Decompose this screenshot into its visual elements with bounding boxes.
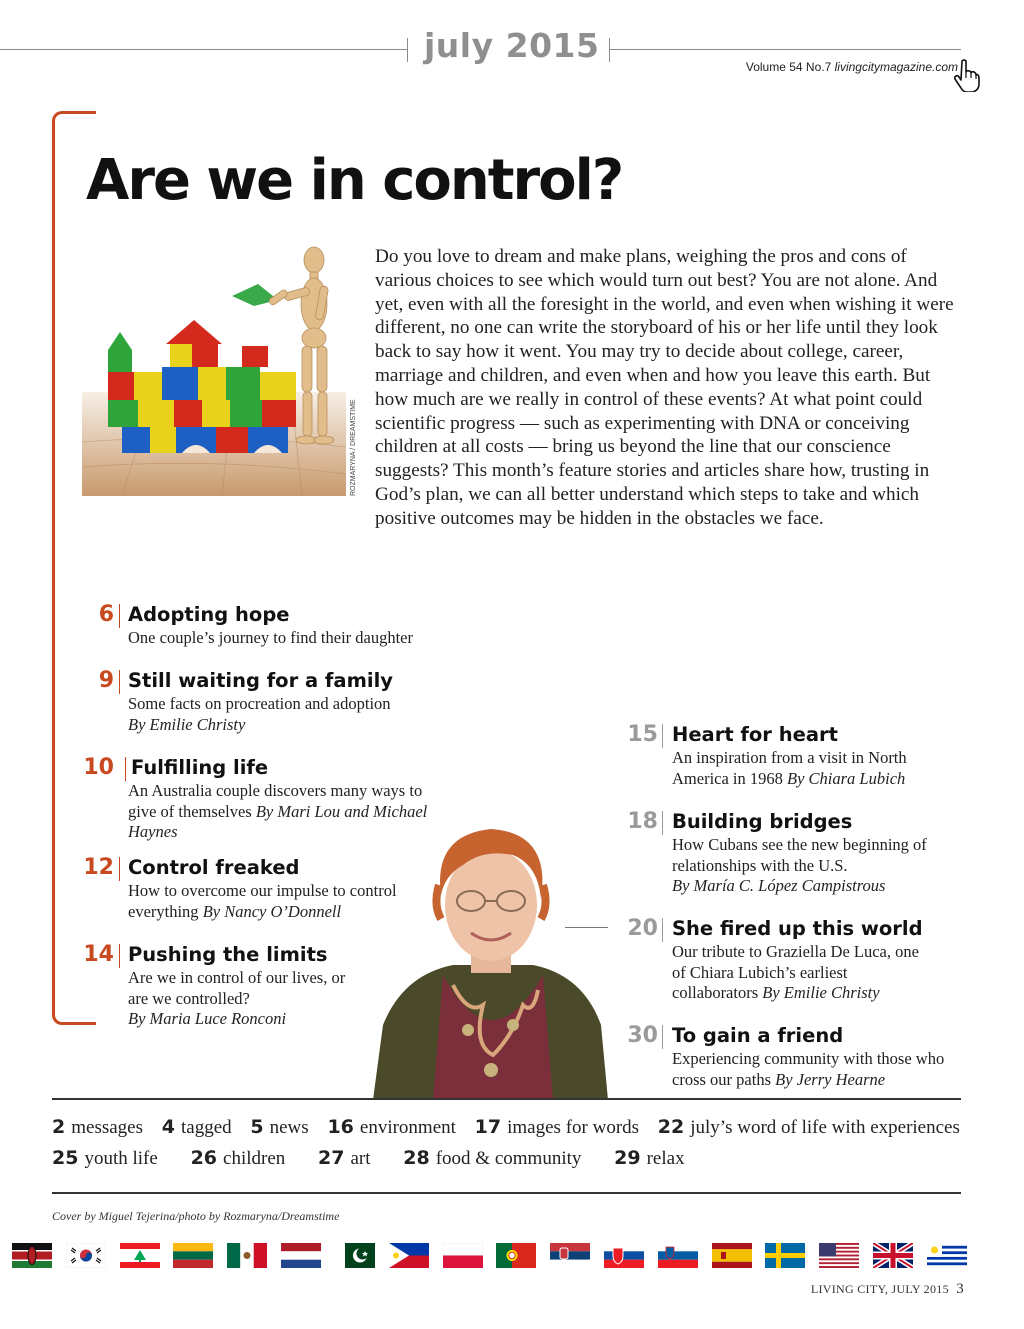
header-rule-left bbox=[0, 49, 407, 50]
story-title: Fulfilling life bbox=[131, 756, 269, 779]
departments-row-1 bbox=[52, 1116, 960, 1139]
story-title: Still waiting for a family bbox=[128, 669, 393, 692]
story-page-number: 10 bbox=[83, 755, 114, 780]
story-byline: By Chiara Lubich bbox=[787, 768, 906, 788]
departments-top-rule bbox=[52, 1098, 961, 1100]
story-page-number: 30 bbox=[627, 1023, 658, 1048]
page-number: 3 bbox=[956, 1281, 964, 1297]
story-divider bbox=[119, 670, 120, 694]
story-divider bbox=[119, 944, 120, 968]
story-page-number: 18 bbox=[627, 809, 658, 834]
header-rule-right bbox=[609, 49, 961, 50]
story-desc: How Cubans see the new beginning of relationships with the U.S. By María C. López Campistrous bbox=[672, 835, 927, 895]
story-byline: By Maria Luce Ronconi bbox=[128, 1009, 287, 1028]
story-page-number: 20 bbox=[627, 916, 658, 941]
kenya-flag-icon bbox=[12, 1243, 52, 1268]
story-divider bbox=[119, 604, 120, 628]
story-page-number: 12 bbox=[83, 855, 114, 880]
slovenia-flag-icon bbox=[658, 1243, 698, 1268]
story-title: To gain a friend bbox=[672, 1024, 844, 1047]
cover-credit: Cover by Miguel Tejerina/photo by Rozmaryna/Dreamstime bbox=[52, 1209, 340, 1223]
poland-flag-icon bbox=[443, 1243, 483, 1268]
spain-flag-icon bbox=[712, 1243, 752, 1268]
story-page-number: 14 bbox=[83, 942, 114, 967]
dept-item[interactable]: 4 tagged bbox=[161, 1116, 232, 1138]
volume-info bbox=[746, 60, 958, 74]
story-page-number: 6 bbox=[98, 602, 114, 627]
netherlands-flag-icon bbox=[281, 1243, 321, 1268]
story-divider bbox=[662, 918, 663, 942]
story-desc: An inspiration from a visit in North America in 1968 By Chiara Lubich bbox=[672, 748, 907, 788]
pakistan-flag-icon bbox=[335, 1243, 375, 1268]
story-divider bbox=[125, 757, 126, 781]
story-desc: Are we in control of our lives, or are we controlled? By Maria Luce Ronconi bbox=[128, 968, 346, 1028]
dept-item[interactable]: 16 environment bbox=[327, 1116, 456, 1138]
story-title: She fired up this world bbox=[672, 917, 923, 940]
philippines-flag-icon bbox=[389, 1243, 429, 1268]
dept-item[interactable]: 26 children bbox=[190, 1147, 286, 1169]
story-byline: By Emilie Christy bbox=[762, 983, 880, 1002]
story-building-bridges[interactable] bbox=[627, 809, 942, 897]
slovakia-flag-icon bbox=[604, 1243, 644, 1268]
story-adopting-hope[interactable] bbox=[98, 602, 448, 649]
image-credit: ROZMARYNA / DREAMSTIME bbox=[350, 399, 357, 496]
dept-item[interactable]: 28 food & community bbox=[403, 1147, 582, 1169]
story-heart-for-heart[interactable] bbox=[627, 722, 942, 789]
dept-item[interactable]: 25 youth life bbox=[52, 1147, 158, 1169]
story-desc: Our tribute to Graziella De Luca, one of Chiara Lubich’s earliest collaborators By Emilie Christy bbox=[672, 942, 919, 1002]
issue-month: july 2015 bbox=[424, 26, 600, 65]
story-byline: By Jerry Hearne bbox=[775, 1069, 886, 1089]
story-title: Pushing the limits bbox=[128, 943, 328, 966]
story-gain-a-friend[interactable] bbox=[627, 1023, 952, 1090]
header-tick-right bbox=[609, 38, 610, 62]
graziella-portrait-image bbox=[373, 815, 608, 1100]
story-desc: An Australia couple discovers many ways to give of themselves By Mari Lou and Michael Haynes bbox=[128, 781, 428, 841]
volume-number: Volume 54 No.7 bbox=[745, 60, 832, 74]
story-desc: How to overcome our impulse to control everything By Nancy O’Donnell bbox=[128, 881, 397, 921]
dept-item[interactable]: 27 art bbox=[318, 1147, 371, 1169]
portrait-pointer-line bbox=[565, 927, 608, 928]
story-desc: One couple’s journey to find their daughter bbox=[128, 628, 414, 647]
feature-title: Are we in control? bbox=[86, 148, 623, 213]
serbia-flag-icon bbox=[550, 1243, 590, 1268]
story-page-number: 15 bbox=[627, 722, 658, 747]
story-divider bbox=[662, 1025, 663, 1049]
dept-item[interactable]: 2 messages bbox=[52, 1116, 143, 1138]
flags-row bbox=[12, 1243, 967, 1269]
website-link[interactable]: livingcitymagazine.com bbox=[834, 60, 958, 74]
story-title: Adopting hope bbox=[128, 603, 290, 626]
departments-bottom-rule bbox=[52, 1192, 961, 1194]
story-byline: By María C. López Campistrous bbox=[672, 876, 886, 895]
hand-cursor-icon bbox=[954, 58, 980, 92]
departments-row-2 bbox=[52, 1147, 685, 1170]
story-byline: By Nancy O’Donnell bbox=[202, 901, 342, 921]
usa-flag-icon bbox=[819, 1243, 859, 1268]
story-she-fired-up[interactable] bbox=[627, 916, 923, 1004]
story-title: Control freaked bbox=[128, 856, 300, 879]
toy-blocks-image bbox=[82, 242, 346, 496]
page-footer bbox=[811, 1281, 964, 1298]
feature-intro: Do you love to dream and make plans, weighing the pros and cons of various choices to see which would turn out best? You are not alone. And yet, even with all the foresight in the world, and even when wishing it were different, no one can write the storyboard of his or her life until they look back to say how it went. You may try to decide about college, career, marriage and children, and even when and how you leave this earth. But how much are we really in control of these events? At what point could scientific progress — such as experimenting with DNA or conceiving children at all costs — bring us beyond the line that our conscience suggests? This month’s feature stories and articles share how, trusting in God’s plan, we can all better understand which steps to take and which positive outcomes may be hidden in the obstacles we face. bbox=[375, 246, 954, 529]
dept-item[interactable]: 5 news bbox=[250, 1116, 309, 1138]
story-divider bbox=[119, 857, 120, 881]
dept-item[interactable]: 29 relax bbox=[614, 1147, 685, 1169]
story-desc: Some facts on procreation and adoption By Emilie Christy bbox=[128, 694, 391, 734]
story-byline: By Emilie Christy bbox=[128, 714, 246, 734]
sweden-flag-icon bbox=[765, 1243, 805, 1268]
story-desc: Experiencing community with those who cross our paths By Jerry Hearne bbox=[672, 1049, 945, 1089]
lebanon-flag-icon bbox=[120, 1243, 160, 1268]
footer-text: LIVING CITY, JULY 2015 bbox=[810, 1282, 949, 1296]
uruguay-flag-icon bbox=[927, 1243, 967, 1268]
story-divider bbox=[662, 724, 663, 748]
story-page-number: 9 bbox=[98, 668, 114, 693]
mexico-flag-icon bbox=[227, 1243, 267, 1268]
south-korea-flag-icon bbox=[66, 1243, 106, 1268]
story-byline: By Mari Lou and Michael Haynes bbox=[128, 801, 428, 841]
lithuania-flag-icon bbox=[173, 1243, 213, 1268]
story-divider bbox=[662, 811, 663, 835]
story-pushing-limits[interactable] bbox=[83, 942, 356, 1030]
story-title: Building bridges bbox=[672, 810, 853, 833]
dept-item[interactable]: 22 july’s word of life with experiences bbox=[657, 1116, 960, 1138]
dept-item[interactable]: 17 images for words bbox=[474, 1116, 640, 1138]
story-title: Heart for heart bbox=[672, 723, 838, 746]
header-tick-left bbox=[407, 38, 408, 62]
portugal-flag-icon bbox=[496, 1243, 536, 1268]
story-still-waiting[interactable] bbox=[98, 668, 448, 735]
uk-flag-icon bbox=[873, 1243, 913, 1268]
